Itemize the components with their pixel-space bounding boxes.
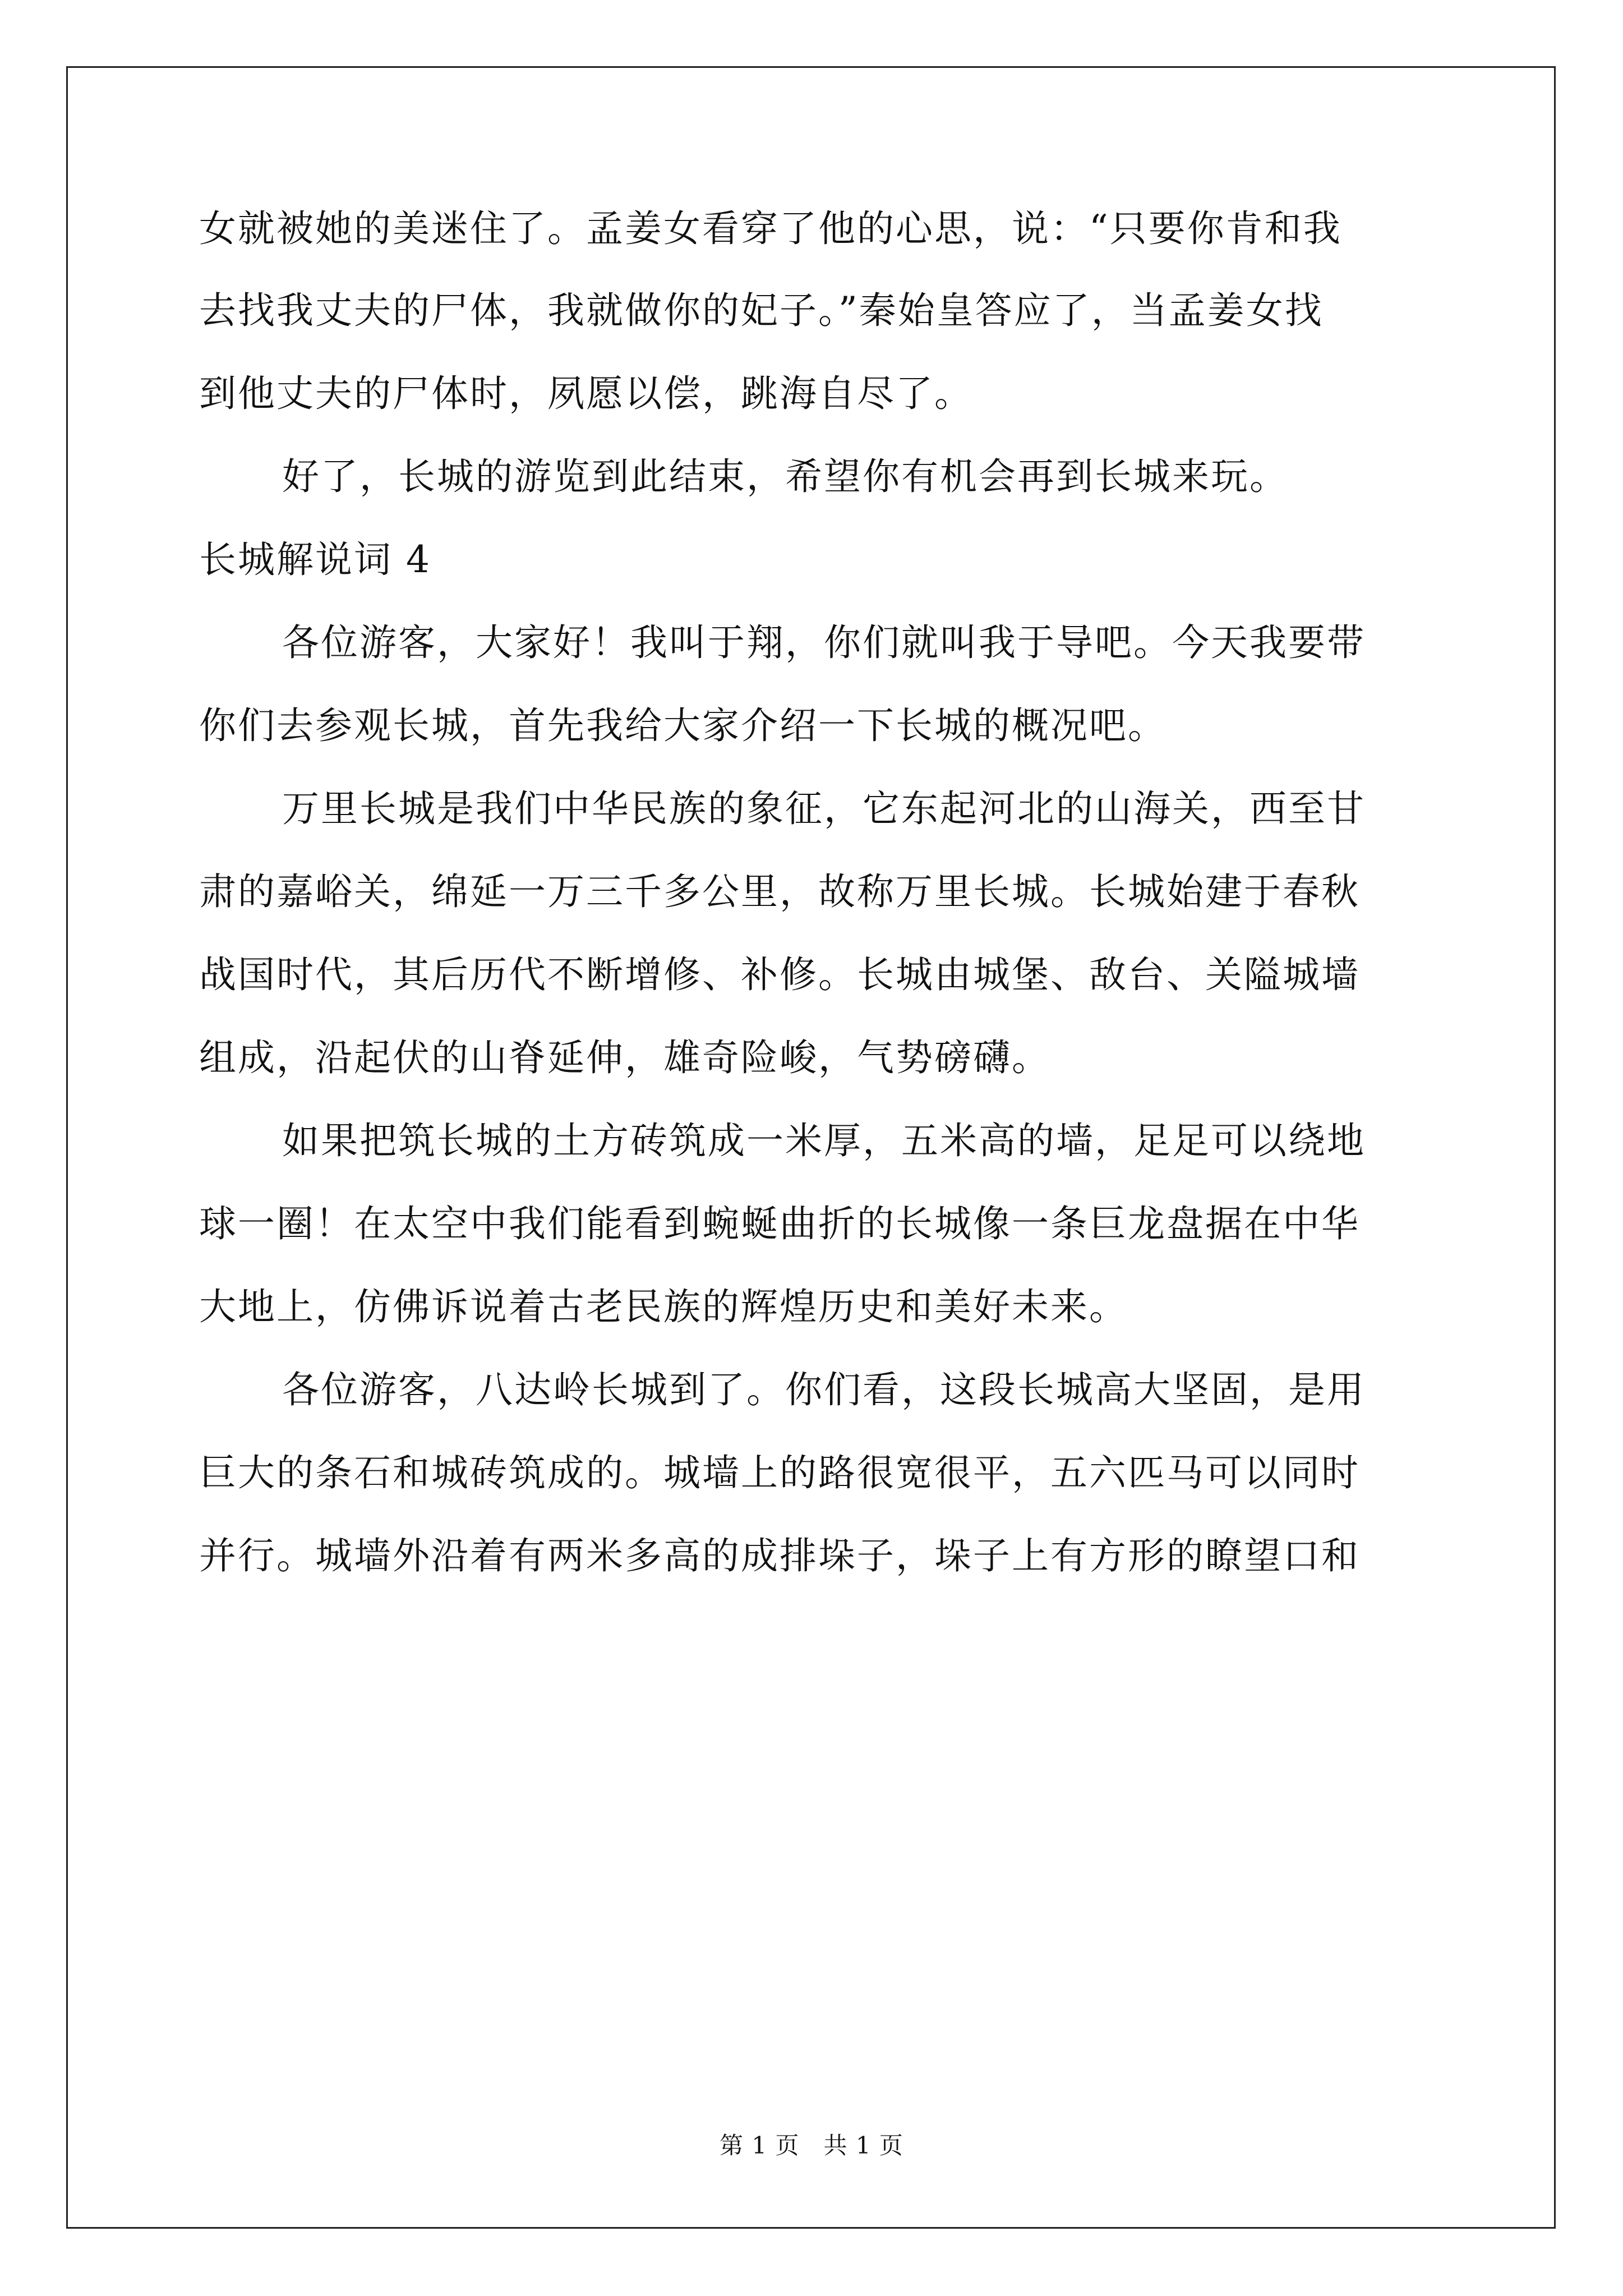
text-line: 球一圈！在太空中我们能看到蜿蜒曲折的长城像一条巨龙盘据在中华	[199, 1202, 1360, 1245]
page-footer: 第 1 页 共 1 页	[720, 2132, 903, 2159]
paragraph-line: 各位游客，大家好！我叫于翔，你们就叫我于导吧。今天我要带	[282, 621, 1366, 664]
paragraph-line: 如果把筑长城的土方砖筑成一米厚，五米高的墙，足足可以绕地	[282, 1119, 1366, 1162]
text-line: 你们去参观长城，首先我给大家介绍一下长城的概况吧。	[199, 704, 1166, 747]
section-heading: 长城解说词 4	[199, 538, 431, 581]
text-line: 巨大的条石和城砖筑成的。城墙上的路很宽很平，五六匹马可以同时	[199, 1451, 1360, 1494]
paragraph-line: 各位游客，八达岭长城到了。你们看，这段长城高大坚固，是用	[282, 1368, 1366, 1411]
text-line: 到他丈夫的尸体时，夙愿以偿，跳海自尽了。	[199, 372, 973, 415]
text-line: 女就被她的美迷住了。孟姜女看穿了他的心思，说：“只要你肯和我	[199, 207, 1342, 250]
text-line: 大地上，仿佛诉说着古老民族的辉煌历史和美好未来。	[199, 1285, 1128, 1328]
text-line: 组成，沿起伏的山脊延伸，雄奇险峻，气势磅礴。	[199, 1036, 1050, 1079]
text-line: 并行。城墙外沿着有两米多高的成排垛子，垛子上有方形的瞭望口和	[199, 1534, 1360, 1577]
paragraph-line: 好了，长城的游览到此结束，希望你有机会再到长城来玩。	[282, 455, 1288, 498]
text-line: 去找我丈夫的尸体，我就做你的妃子。”秦始皇答应了，当孟姜女找	[199, 289, 1324, 332]
text-line: 肃的嘉峪关，绵延一万三千多公里，故称万里长城。长城始建于春秋	[199, 870, 1360, 913]
text-line: 战国时代，其后历代不断增修、补修。长城由城堡、敌台、关隘城墙	[199, 953, 1360, 996]
paragraph-line: 万里长城是我们中华民族的象征，它东起河北的山海关，西至甘	[282, 787, 1366, 830]
